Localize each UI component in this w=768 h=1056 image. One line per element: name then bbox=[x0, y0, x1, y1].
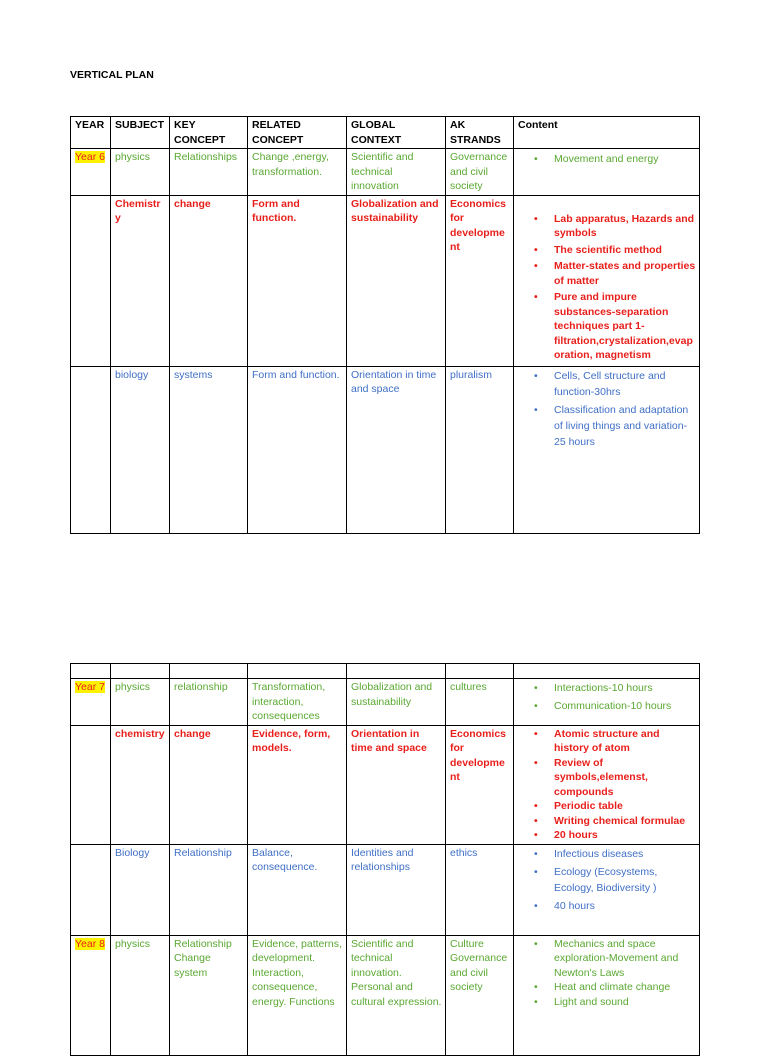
ak-strands-cell: Governance and civil society bbox=[446, 149, 514, 196]
list-item: • Light and sound bbox=[554, 995, 696, 1010]
list-item: • Periodic table bbox=[554, 799, 696, 814]
year-cell bbox=[71, 679, 111, 726]
ak-strands-cell: ethics bbox=[446, 844, 514, 935]
key-concept-cell: systems bbox=[170, 366, 248, 533]
list-item: • Matter-states and properties of matter bbox=[554, 259, 696, 288]
year-label: Year 6 bbox=[75, 151, 105, 163]
related-concept-cell: Evidence, form, models. bbox=[248, 725, 347, 844]
year-cell bbox=[71, 195, 111, 366]
list-item: • Lab apparatus, Hazards and symbols bbox=[554, 212, 696, 241]
subject-cell: physics bbox=[111, 149, 170, 196]
subject-cell: physics bbox=[111, 679, 170, 726]
table-row bbox=[71, 195, 700, 366]
global-context-cell: Scientific and technical innovation. Personal and cultural expression. bbox=[347, 935, 446, 1055]
vertical-plan-table-1 bbox=[70, 116, 700, 534]
key-concept-cell: change bbox=[170, 195, 248, 366]
content-list bbox=[518, 368, 696, 450]
key-concept-cell: Relationship Change system bbox=[170, 935, 248, 1055]
year-cell bbox=[71, 149, 111, 196]
list-item: • Interactions-10 hours bbox=[554, 680, 696, 696]
header-related-concept: RELATED CONCEPT bbox=[248, 117, 347, 149]
list-item: • Heat and climate change bbox=[554, 980, 696, 995]
content-cell bbox=[514, 844, 700, 935]
header-ak-strands: AK STRANDS bbox=[446, 117, 514, 149]
content-cell bbox=[514, 935, 700, 1055]
ak-strands-cell: Economics for developme nt bbox=[446, 725, 514, 844]
global-context-cell: Globalization and sustainability bbox=[347, 679, 446, 726]
ak-strands-cell: cultures bbox=[446, 679, 514, 726]
content-list bbox=[518, 727, 696, 843]
table-row bbox=[71, 935, 700, 1055]
related-concept-cell: Form and function. bbox=[248, 366, 347, 533]
related-concept-cell: Change ,energy, transformation. bbox=[248, 149, 347, 196]
list-item: • Atomic structure and history of atom bbox=[554, 727, 696, 756]
content-cell bbox=[514, 195, 700, 366]
content-cell bbox=[514, 149, 700, 196]
list-item: • Writing chemical formulae bbox=[554, 814, 696, 829]
header-row bbox=[71, 117, 700, 149]
content-list bbox=[518, 152, 696, 167]
list-item: • 40 hours bbox=[554, 898, 696, 914]
table-row bbox=[71, 725, 700, 844]
subject-cell: chemistry bbox=[111, 725, 170, 844]
global-context-cell: Orientation in time and space bbox=[347, 366, 446, 533]
list-item: • Classification and adaptation of living things and variation- 25 hours bbox=[554, 402, 696, 450]
list-item: • Mechanics and space exploration-Movement and Newton's Laws bbox=[554, 937, 696, 981]
year-cell bbox=[71, 844, 111, 935]
subject-cell: Biology bbox=[111, 844, 170, 935]
year-cell bbox=[71, 935, 111, 1055]
ak-strands-cell: Culture Governance and civil society bbox=[446, 935, 514, 1055]
key-concept-cell: Relationships bbox=[170, 149, 248, 196]
vertical-plan-table-2 bbox=[70, 663, 700, 1056]
table-row bbox=[71, 366, 700, 533]
header-subject: SUBJECT bbox=[111, 117, 170, 149]
related-concept-cell: Transformation, interaction, consequences bbox=[248, 679, 347, 726]
table-row bbox=[71, 679, 700, 726]
content-list bbox=[518, 680, 696, 714]
key-concept-cell: relationship bbox=[170, 679, 248, 726]
list-item: • Review of symbols,elemenst, compounds bbox=[554, 756, 696, 800]
list-item: • Infectious diseases bbox=[554, 846, 696, 862]
header-global-context: GLOBAL CONTEXT bbox=[347, 117, 446, 149]
key-concept-cell: change bbox=[170, 725, 248, 844]
subject-cell: physics bbox=[111, 935, 170, 1055]
list-item: • Movement and energy bbox=[554, 152, 696, 167]
key-concept-cell: Relationship bbox=[170, 844, 248, 935]
table-row bbox=[71, 149, 700, 196]
list-item: • Pure and impure substances-separation techniques part 1- filtration,crystalization,evap oration, magnetism bbox=[554, 290, 696, 363]
list-item: • 20 hours bbox=[554, 828, 696, 843]
content-cell bbox=[514, 725, 700, 844]
year-label: Year 8 bbox=[75, 937, 105, 950]
list-item: • The scientific method bbox=[554, 243, 696, 258]
header-key-concept: KEY CONCEPT bbox=[170, 117, 248, 149]
content-list bbox=[518, 846, 696, 914]
ak-strands-cell: Economics for developme nt bbox=[446, 195, 514, 366]
global-context-cell: Globalization and sustainability bbox=[347, 195, 446, 366]
subject-cell: Chemistry bbox=[111, 195, 170, 366]
related-concept-cell: Form and function. bbox=[248, 195, 347, 366]
list-item: • Ecology (Ecosystems, Ecology, Biodiversity ) bbox=[554, 864, 696, 896]
content-cell bbox=[514, 679, 700, 726]
related-concept-cell: Evidence, patterns, development. Interaction, consequence, energy. Functions bbox=[248, 935, 347, 1055]
header-content: Content bbox=[514, 117, 700, 149]
year-label: Year 7 bbox=[75, 681, 105, 693]
year-cell bbox=[71, 366, 111, 533]
global-context-cell: Orientation in time and space bbox=[347, 725, 446, 844]
list-item: • Communication-10 hours bbox=[554, 698, 696, 714]
content-list bbox=[518, 937, 696, 1010]
global-context-cell: Identities and relationships bbox=[347, 844, 446, 935]
year-cell bbox=[71, 725, 111, 844]
subject-cell: biology bbox=[111, 366, 170, 533]
table-row bbox=[71, 844, 700, 935]
ak-strands-cell: pluralism bbox=[446, 366, 514, 533]
content-cell bbox=[514, 366, 700, 533]
empty-header-row bbox=[71, 664, 700, 679]
list-item: • Cells, Cell structure and function-30hrs bbox=[554, 368, 696, 400]
content-list bbox=[518, 212, 696, 363]
document-title: VERTICAL PLAN bbox=[70, 69, 154, 81]
related-concept-cell: Balance, consequence. bbox=[248, 844, 347, 935]
global-context-cell: Scientific and technical innovation bbox=[347, 149, 446, 196]
header-year: YEAR bbox=[71, 117, 111, 149]
